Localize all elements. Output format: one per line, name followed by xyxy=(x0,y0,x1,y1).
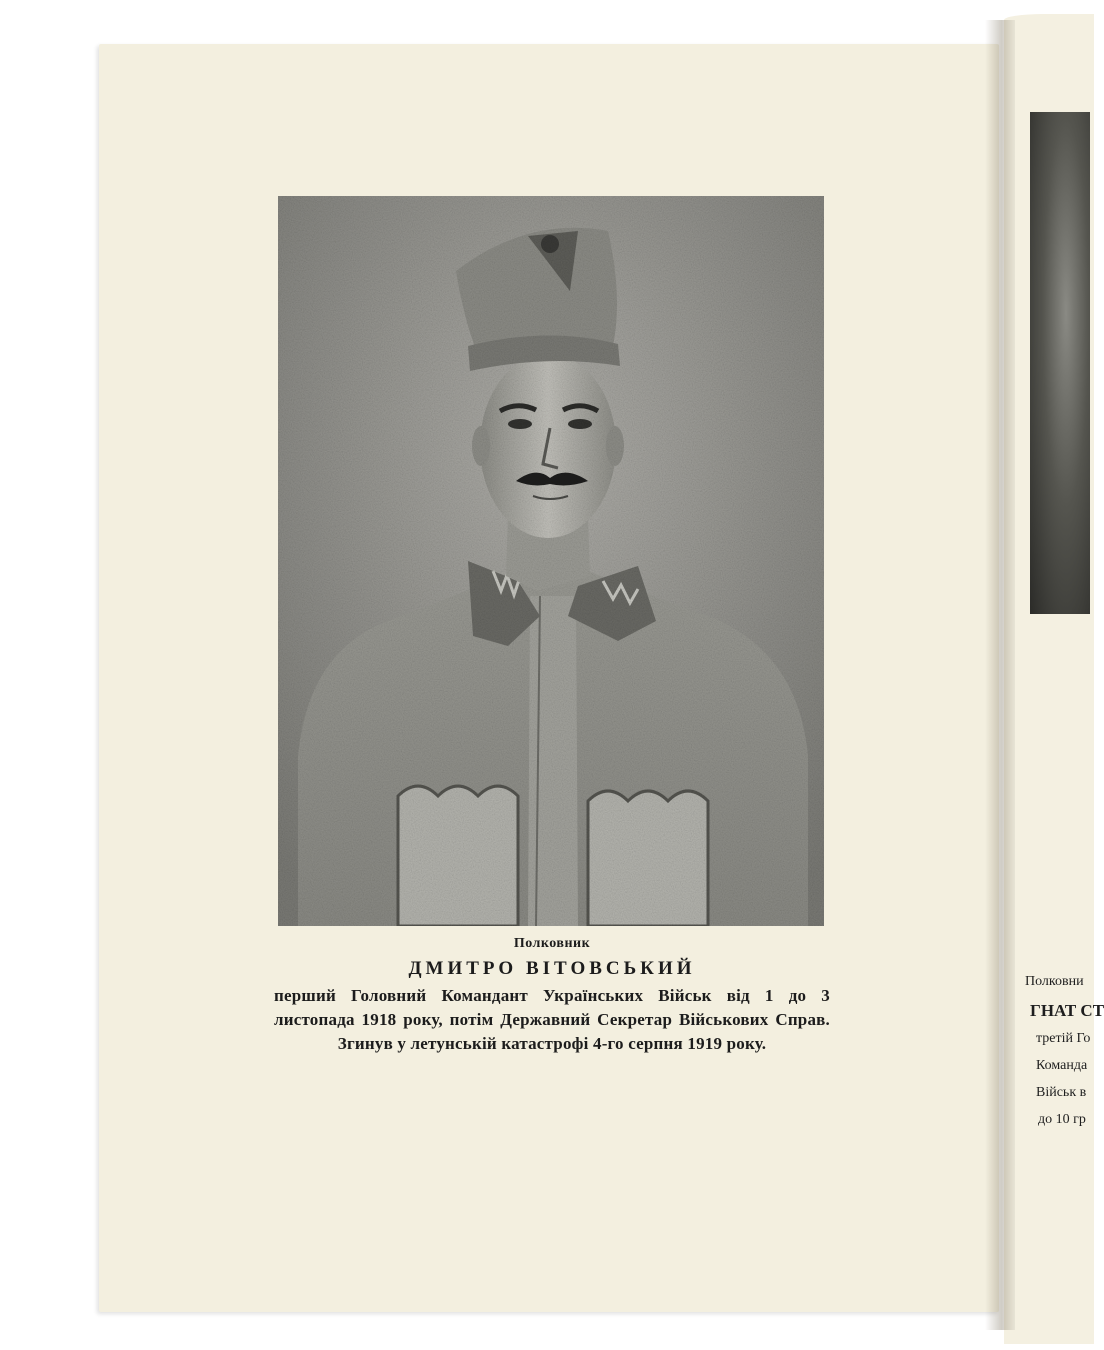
caption-rank: Полковник xyxy=(513,936,591,951)
right-page-caption xyxy=(1025,974,1104,1137)
right-portrait-photo xyxy=(1030,112,1090,614)
right-caption-line: Полковни xyxy=(1025,974,1084,989)
book-gutter xyxy=(985,20,1015,1330)
right-caption-line: третій Го xyxy=(1036,1031,1091,1046)
caption-name: ДМИТРО ВІТОВСЬКИЙ xyxy=(408,958,696,979)
caption-description: перший Головний Командант Українських Військ від 1 до 3 листопада 1918 року, потім Державний Секретар Військових Справ. Згинув у летунській катастрофі 4-го серпня 1919 року. xyxy=(274,986,830,1053)
photo-caption xyxy=(274,936,830,1056)
right-caption-line: Військ в xyxy=(1036,1085,1087,1100)
right-caption-line: до 10 гр xyxy=(1038,1112,1086,1127)
right-caption-line: Команда xyxy=(1036,1058,1088,1073)
portrait-illustration xyxy=(278,196,824,926)
right-caption-name: ГНАТ СТ xyxy=(1030,1001,1104,1020)
portrait-photo xyxy=(278,196,824,926)
